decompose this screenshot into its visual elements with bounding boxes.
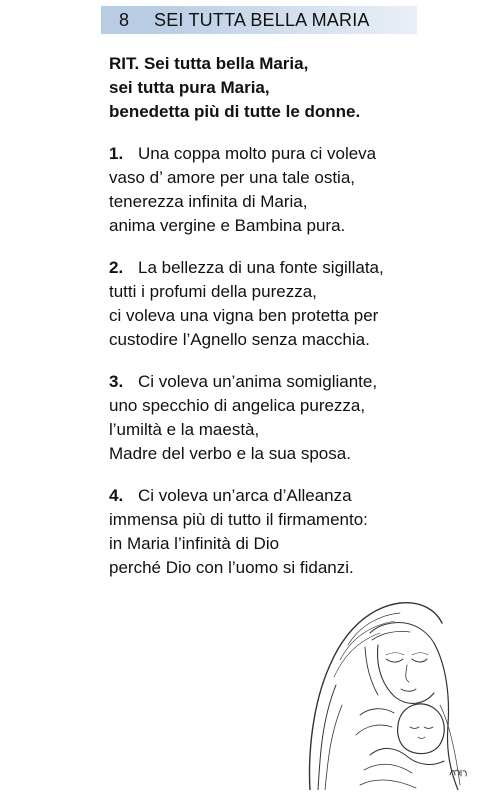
stanza-line-text: La bellezza di una fonte sigillata, xyxy=(138,258,384,277)
stanza-line: perché Dio con l’uomo si fidanzi. xyxy=(109,558,354,577)
stanza-line: uno specchio di angelica purezza, xyxy=(109,396,366,415)
stanza-line-text: Ci voleva un’anima somigliante, xyxy=(138,372,378,391)
stanza-line: tutti i profumi della purezza, xyxy=(109,282,317,301)
stanza-number: 3. xyxy=(109,372,124,391)
stanza-number: 1. xyxy=(109,144,124,163)
stanza-line-text: Una coppa molto pura ci voleva xyxy=(138,144,377,163)
refrain xyxy=(109,52,494,124)
stanza-line: Madre del verbo e la sua sposa. xyxy=(109,444,351,463)
song-title: SEI TUTTA BELLA MARIA xyxy=(147,6,417,34)
stanza-number: 4. xyxy=(109,486,124,505)
stanza-line xyxy=(109,370,494,394)
stanza-line: in Maria l’infinità di Dio xyxy=(109,534,280,553)
refrain-line: benedetta più di tutte le donne. xyxy=(109,102,361,121)
stanza-line-text: Ci voleva un’arca d’Alleanza xyxy=(138,486,352,505)
stanza-line: immensa più di tutto il firmamento: xyxy=(109,510,368,529)
stanza-line: custodire l’Agnello senza macchia. xyxy=(109,330,370,349)
stanza-line: ci voleva una vigna ben protetta per xyxy=(109,306,379,325)
refrain-line: RIT. Sei tutta bella Maria, xyxy=(109,54,309,73)
stanza-line: tenerezza infinita di Maria, xyxy=(109,192,308,211)
stanza-4 xyxy=(109,484,494,580)
song-body xyxy=(109,52,494,598)
stanza-line: anima vergine e Bambina pura. xyxy=(109,216,346,235)
madonna-and-child-illustration xyxy=(300,585,470,790)
stanza-line: vaso d’ amore per una tale ostia, xyxy=(109,168,356,187)
stanza-2 xyxy=(109,256,494,352)
stanza-number: 2. xyxy=(109,258,124,277)
song-header xyxy=(101,6,417,34)
stanza-line xyxy=(109,256,494,280)
stanza-line: l’umiltà e la maestà, xyxy=(109,420,260,439)
refrain-line: sei tutta pura Maria, xyxy=(109,78,270,97)
stanza-line xyxy=(109,484,494,508)
stanza-1 xyxy=(109,142,494,238)
stanza-line xyxy=(109,142,494,166)
stanza-3 xyxy=(109,370,494,466)
song-number: 8 xyxy=(101,6,147,34)
